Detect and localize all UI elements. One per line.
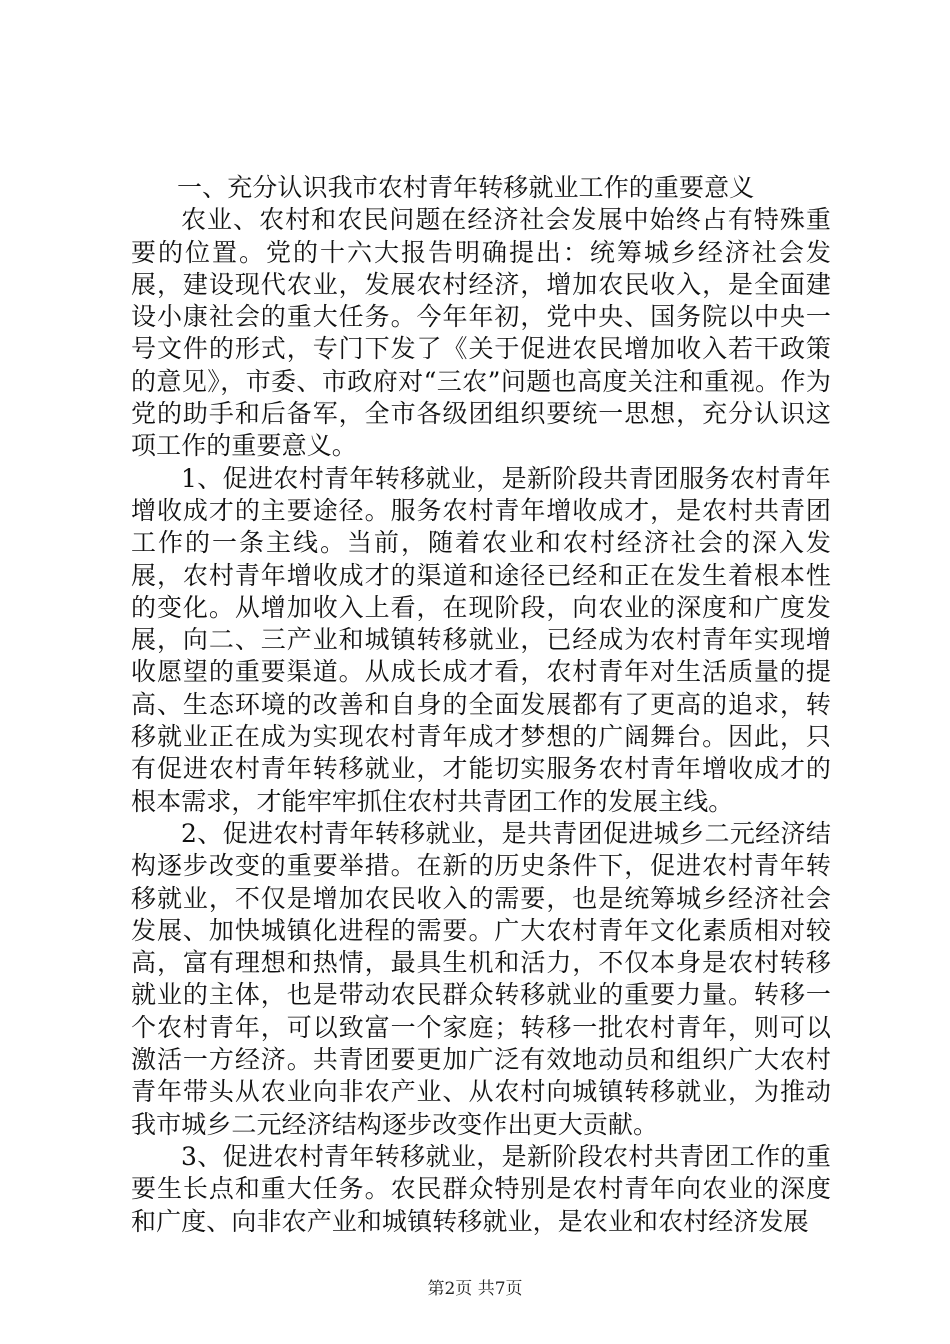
paragraph-point-3: 3、促进农村青年转移就业，是新阶段农村共青团工作的重要生长点和重大任务。农民群众特别是农村青年向农业的深度和广度、向非农产业和城镇转移就业，是农业和农村经济发展 (131, 1141, 831, 1236)
paragraph-point-2: 2、促进农村青年转移就业，是共青团促进城乡二元经济结构逐步改变的重要举措。在新的历史条件下，促进农村青年转移就业，不仅是增加农民收入的需要，也是统筹城乡经济社会发展、加快城镇化进程的需要。广大农村青年文化素质相对较高，富有理想和热情，最具生机和活力，不仅本身是农村转移就业的主体，也是带动农民群众转移就业的重要力量。转移一个农村青年，可以致富一个家庭；转移一批农村青年，则可以激活一方经济。共青团要更加广泛有效地动员和组织广大农村青年带头从农业向非农产业、从农村向城镇转移就业，为推动我市城乡二元经济结构逐步改变作出更大贡献。 (131, 818, 831, 1139)
paragraph-intro: 农业、农村和农民问题在经济社会发展中始终占有特殊重要的位置。党的十六大报告明确提出：统筹城乡经济社会发展，建设现代农业，发展农村经济，增加农民收入，是全面建设小康社会的重大任务。今年年初，党中央、国务院以中央一号文件的形式，专门下发了《关于促进农民增加收入若干政策的意见》，市委、市政府对“三农”问题也高度关注和重视。作为党的助手和后备军，全市各级团组织要统一思想，充分认识这项工作的重要意义。 (131, 205, 831, 461)
paragraph-point-1: 1、促进农村青年转移就业，是新阶段共青团服务农村青年增收成才的主要途径。服务农村青年增收成才，是农村共青团工作的一条主线。当前，随着农业和农村经济社会的深入发展，农村青年增收成才的渠道和途径已经和正在发生着根本性的变化。从增加收入上看，在现阶段，向农业的深度和广度发展，向二、三产业和城镇转移就业，已经成为农村青年实现增收愿望的重要渠道。从成长成才看，农村青年对生活质量的提高、生态环境的改善和自身的全面发展都有了更高的追求，转移就业正在成为实现农村青年成才梦想的广阔舞台。因此，只有促进农村青年转移就业，才能切实服务农村青年增收成才的根本需求，才能牢牢抓住农村共青团工作的发展主线。 (131, 463, 831, 816)
page-number-footer: 第2页 共7页 (427, 1279, 523, 1299)
document-body (131, 172, 831, 1238)
section-heading: 一、充分认识我市农村青年转移就业工作的重要意义 (177, 173, 755, 202)
